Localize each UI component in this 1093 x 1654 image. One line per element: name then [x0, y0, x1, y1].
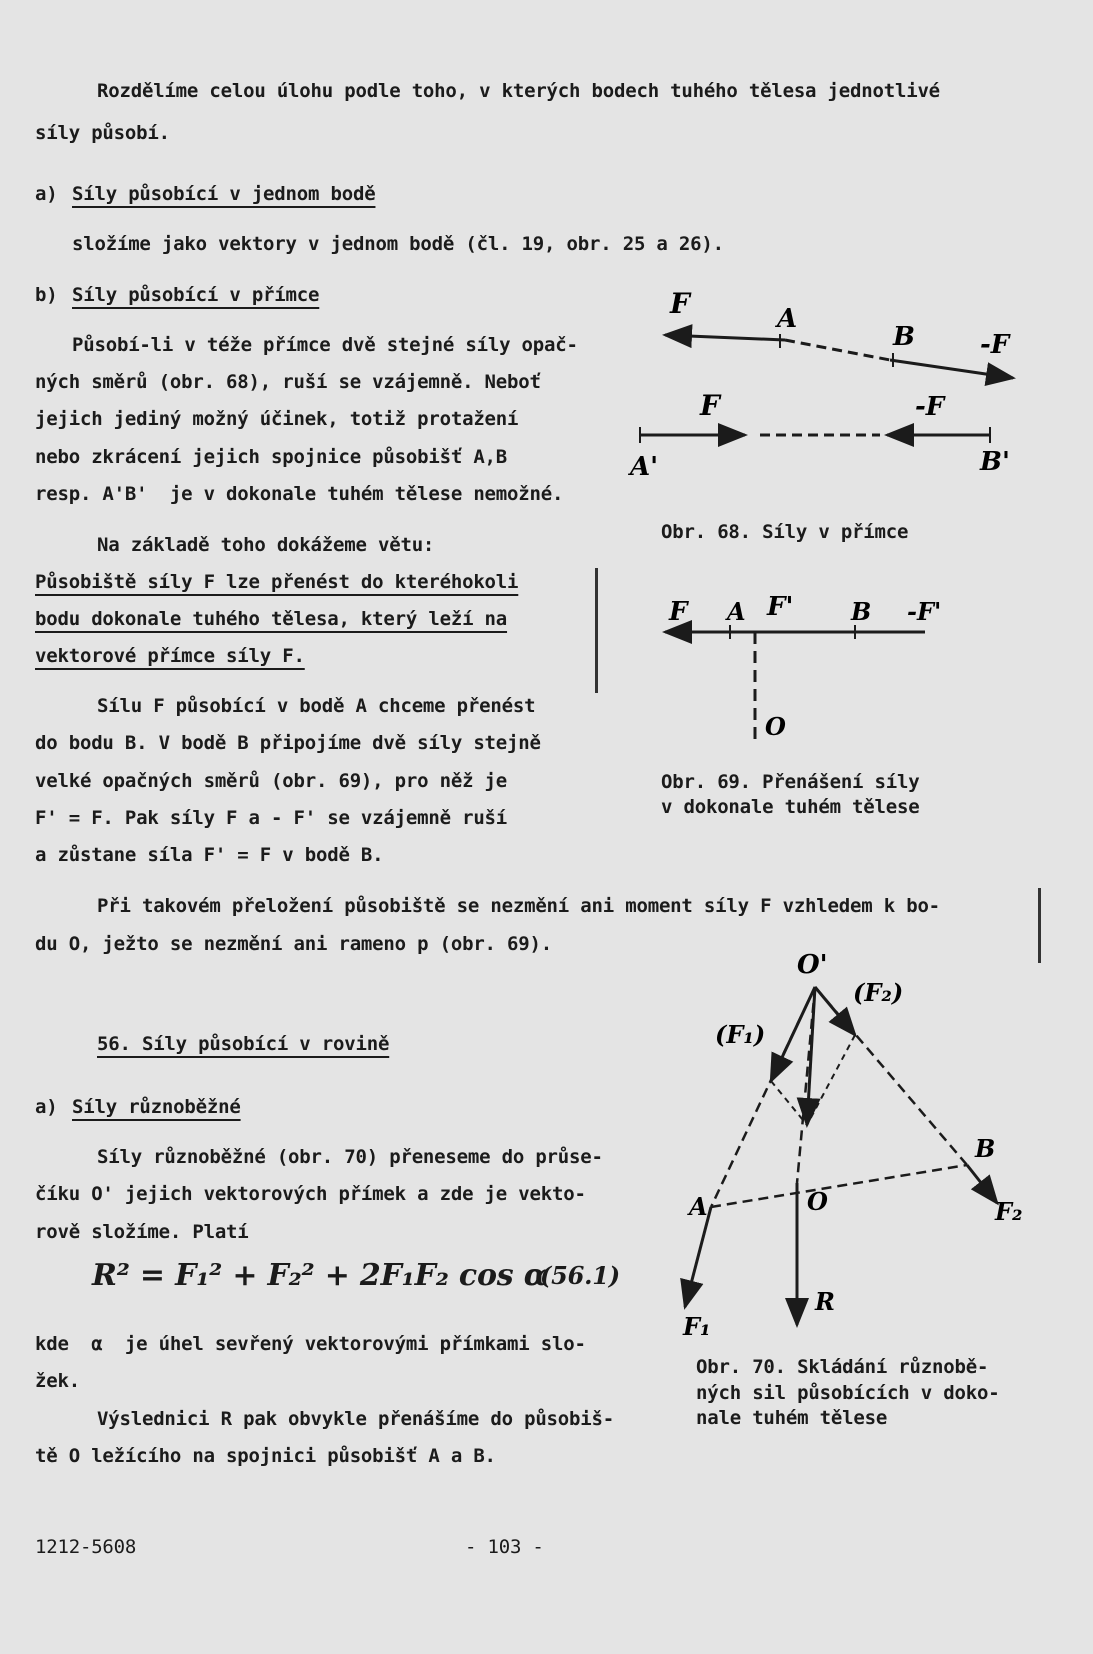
para-56c-line: tě O ležícího na spojnici působišť A a B.	[35, 1445, 496, 1467]
fig70-label-F1p: (F₁)	[715, 1020, 766, 1049]
para-56b-line: kde α je úhel sevřený vektorovými přímkami slo-	[35, 1333, 586, 1355]
fig70-parallelogram-side	[807, 1035, 855, 1125]
fig68-label-negF: -F	[980, 330, 1010, 360]
fig70-label-F2: F₂	[995, 1197, 1023, 1226]
fig69-label-F: F	[669, 597, 688, 627]
fig70-caption-line: ných sil působících v doko-	[696, 1382, 1000, 1404]
fig70-label-B: B	[975, 1134, 996, 1163]
para-b3-line: Sílu F působící v bodě A chceme přenést	[97, 695, 536, 717]
para-b4-line: Při takovém přeložení působiště se nezmění ani moment síly F vzhledem k bo-	[97, 895, 940, 917]
fig69-label-Fp: F'	[767, 592, 794, 622]
para-b1-line: nebo zkrácení jejich spojnice působišť A,B	[35, 446, 508, 468]
fig70-parallelogram-side	[771, 1081, 807, 1125]
formula: R² = F₁² + F₂² + 2F₁F₂ cos α	[92, 1258, 547, 1293]
fig69-label-O: O	[765, 712, 786, 741]
fig68-arrow-right	[890, 360, 1013, 378]
para-b1-line: Působí-li v téže přímce dvě stejné síly opač-	[72, 334, 578, 356]
para-b3-line: do bodu B. V bodě B připojíme dvě síly stejně	[35, 732, 541, 754]
section-a-text: složíme jako vektory v jednom bodě (čl. 19, obr. 25 a 26).	[72, 233, 724, 255]
section-56-title: 56. Síly působící v rovině	[97, 1033, 390, 1055]
theorem-line: bodu dokonale tuhého tělesa, který leží na	[35, 608, 508, 630]
fig68-caption: Obr. 68. Síly v přímce	[661, 521, 909, 543]
fig69-label-negFp: -F'	[907, 597, 942, 626]
para-56c-line: Výslednici R pak obvykle přenášíme do působiš-	[97, 1408, 614, 1430]
section-b-title: Síly působící v přímce	[72, 284, 320, 306]
figure-69	[655, 585, 955, 755]
fig68-label-Bp: B'	[980, 447, 1010, 477]
para-b1-line: resp. A'B' je v dokonale tuhém tělese nemožné.	[35, 483, 564, 505]
figure-70	[675, 935, 1045, 1341]
section-b-prefix: b)	[35, 284, 58, 306]
fig68-label-negF2: -F	[915, 392, 945, 422]
para-56b-line: žek.	[35, 1370, 80, 1392]
section-a-prefix: a)	[35, 183, 58, 205]
para-b3-line: F' = F. Pak síly F a - F' se vzájemně ruší	[35, 807, 508, 829]
fig69-label-B: B	[851, 597, 872, 626]
fig70-force-F2p	[815, 987, 855, 1035]
para-56-line: Síly různoběžné (obr. 70) přeneseme do průse-	[97, 1146, 603, 1168]
fig70-label-O: O	[807, 1187, 828, 1216]
fig68-label-A: A	[777, 304, 798, 334]
margin-bar	[595, 568, 598, 693]
fig70-line-AB	[711, 1165, 967, 1207]
theorem-line: vektorové přímce síly F.	[35, 645, 305, 667]
fig69-label-A: A	[727, 597, 746, 626]
para-b1-line: jejich jediný možný účinek, totiž protažení	[35, 408, 519, 430]
section-56-sub-prefix: a)	[35, 1096, 58, 1118]
para-56-line: číku O' jejich vektorových přímek a zde je vekto-	[35, 1183, 586, 1205]
para-b3-line: a zůstane síla F' = F v bodě B.	[35, 844, 384, 866]
fig70-force-F1	[685, 1207, 711, 1307]
page-number: - 103 -	[465, 1536, 544, 1558]
fig68-label-F: F	[670, 287, 690, 320]
fig69-caption-line: Obr. 69. Přenášení síly	[661, 771, 920, 793]
para-b2: Na základě toho dokážeme větu:	[97, 534, 435, 556]
para-b3-line: velké opačných směrů (obr. 69), pro něž je	[35, 770, 508, 792]
intro-line-1: Rozdělíme celou úlohu podle toho, v kterých bodech tuhého tělesa jednotlivé	[97, 80, 940, 102]
intro-line-2: síly působí.	[35, 122, 170, 144]
section-56-sub-title: Síly různoběžné	[72, 1096, 241, 1118]
fig68-arrow-left	[665, 335, 785, 340]
fig68-label-B: B	[893, 322, 915, 352]
fig70-force-F2	[967, 1165, 997, 1203]
fig70-label-F1: F₁	[683, 1312, 711, 1341]
fig70-caption-line: nale tuhém tělese	[696, 1407, 888, 1429]
formula-number: (56.1)	[540, 1261, 620, 1290]
fig69-caption-line: v dokonale tuhém tělese	[661, 796, 920, 818]
figure-68	[625, 285, 1035, 485]
footer-code: 1212-5608	[35, 1536, 137, 1558]
para-b4-line: du O, ježto se nezmění ani rameno p (obr. 69).	[35, 933, 552, 955]
fig68-dashed-segment	[785, 340, 890, 360]
fig68-label-F2: F	[700, 389, 720, 422]
fig68-label-Ap: A'	[630, 452, 659, 482]
section-a-title: Síly působící v jednom bodě	[72, 183, 376, 205]
fig70-label-F2p: (F₂)	[853, 978, 904, 1007]
para-56-line: rově složíme. Platí	[35, 1221, 249, 1243]
fig70-label-R: R	[815, 1287, 835, 1316]
fig70-label-Op: O'	[797, 950, 828, 980]
fig70-caption-line: Obr. 70. Skládání různobě-	[696, 1356, 989, 1378]
fig70-label-A: A	[689, 1192, 708, 1221]
theorem-line: Působiště síly F lze přenést do kteréhokoli	[35, 571, 519, 593]
para-b1-line: ných směrů (obr. 68), ruší se vzájemně. Neboť	[35, 371, 541, 393]
